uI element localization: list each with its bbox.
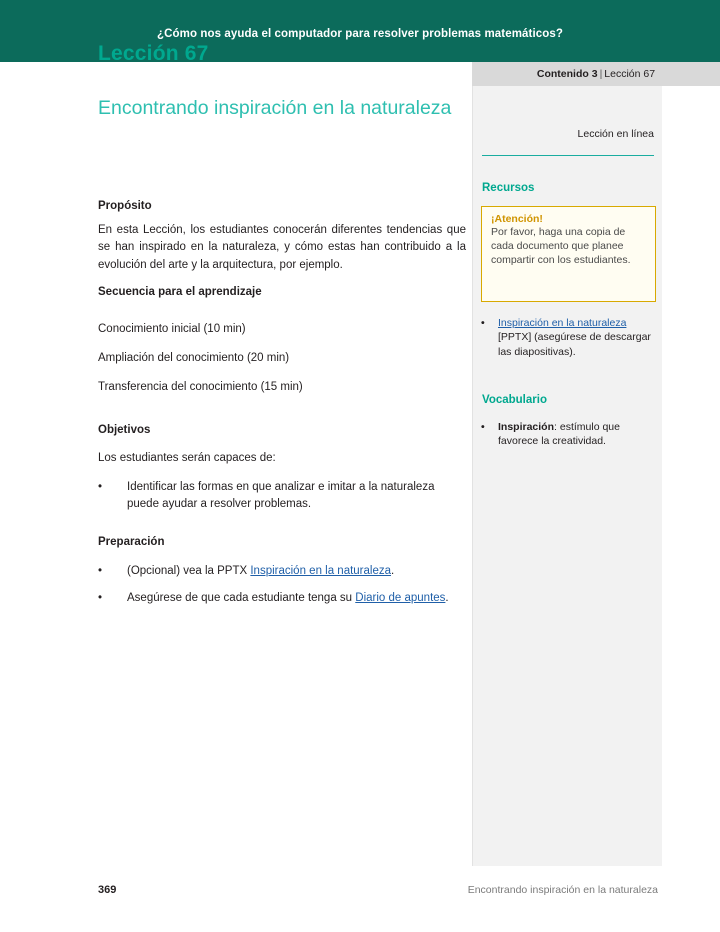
sidebar-tab: [472, 62, 720, 86]
preparation-item-1-pre: (Opcional) vea la PPTX: [127, 565, 251, 577]
objectives-intro: Los estudiantes serán capaces de:: [98, 452, 276, 464]
attention-title: ¡Atención!: [491, 213, 543, 225]
vocabulary-term: Inspiración: [498, 421, 555, 433]
objectives-list-item: [98, 479, 466, 514]
vocabulary-definition: : estímulo que favorece la creatividad.: [498, 421, 620, 448]
preparation-item-1-post: .: [391, 565, 395, 577]
resource-item-text: [481, 316, 659, 359]
attention-body: Por favor, haga una copia de cada documento que planee compartir con los estudiantes.: [491, 226, 631, 266]
online-lesson-label: Lección en línea: [577, 128, 654, 140]
header-title: ¿Cómo nos ayuda el computador para resolver problemas matemáticos?: [156, 28, 564, 40]
section-heading-preparation: Preparación: [98, 536, 165, 548]
vocabulary-item-text: [481, 420, 659, 449]
sequence-item: Conocimiento inicial (10 min): [98, 323, 246, 335]
bullet-marker: •: [98, 565, 103, 577]
footer-running-title: Encontrando inspiración en la naturaleza: [467, 884, 658, 896]
sequence-item: Ampliación del conocimiento (20 min): [98, 352, 290, 364]
resource-item-rest: [PPTX] (asegúrese de descargar las diapositivas).: [498, 331, 651, 358]
section-heading-sequence: Secuencia para el aprendizaje: [98, 286, 262, 298]
sidebar-divider: [482, 155, 654, 156]
vocabulary-list-item: [481, 420, 659, 449]
section-heading-purpose: Propósito: [98, 200, 152, 212]
preparation-item-text: [98, 590, 466, 607]
preparation-item-text: [98, 563, 466, 580]
lesson-number: Lección 67: [98, 42, 209, 65]
resource-link-inspiracion[interactable]: Inspiración en la naturaleza: [498, 317, 627, 329]
preparation-item-2-post: .: [445, 592, 449, 604]
section-heading-objectives: Objetivos: [98, 424, 151, 436]
attention-callout: [481, 206, 656, 302]
page-title: Encontrando inspiración en la naturaleza: [98, 97, 452, 119]
purpose-text: En esta Lección, los estudiantes conocerán diferentes tendencias que se han inspirado en la naturaleza, y cómo estas han contribuido a la evolución del arte y la arquitectura, por ejemplo.: [98, 224, 466, 271]
sidebar-tab-content: Contenido 3: [536, 68, 598, 80]
bullet-marker: •: [481, 421, 485, 433]
sidebar-tab-text: [537, 68, 655, 80]
sequence-item: Transferencia del conocimiento (15 min): [98, 381, 303, 393]
preparation-item-2-pre: Asegúrese de que cada estudiante tenga su: [127, 592, 356, 604]
preparation-link-diario[interactable]: Diario de apuntes: [355, 592, 446, 604]
resource-list-item: [481, 316, 659, 359]
sidebar-tab-lesson: Lección 67: [604, 68, 656, 80]
preparation-list-item: [98, 590, 466, 607]
vocabulary-heading: Vocabulario: [482, 394, 547, 406]
bullet-marker: •: [98, 592, 103, 604]
bullet-marker: •: [481, 317, 485, 329]
sidebar-tab-separator: |: [599, 68, 603, 80]
preparation-link-pptx[interactable]: Inspiración en la naturaleza: [250, 565, 392, 577]
page-number: 369: [98, 884, 117, 896]
bullet-marker: •: [98, 481, 103, 493]
preparation-list-item: [98, 563, 466, 580]
resources-heading: Recursos: [482, 182, 535, 194]
objectives-item-text: Identificar las formas en que analizar e imitar a la naturaleza puede ayudar a resolver problemas.: [127, 481, 435, 511]
